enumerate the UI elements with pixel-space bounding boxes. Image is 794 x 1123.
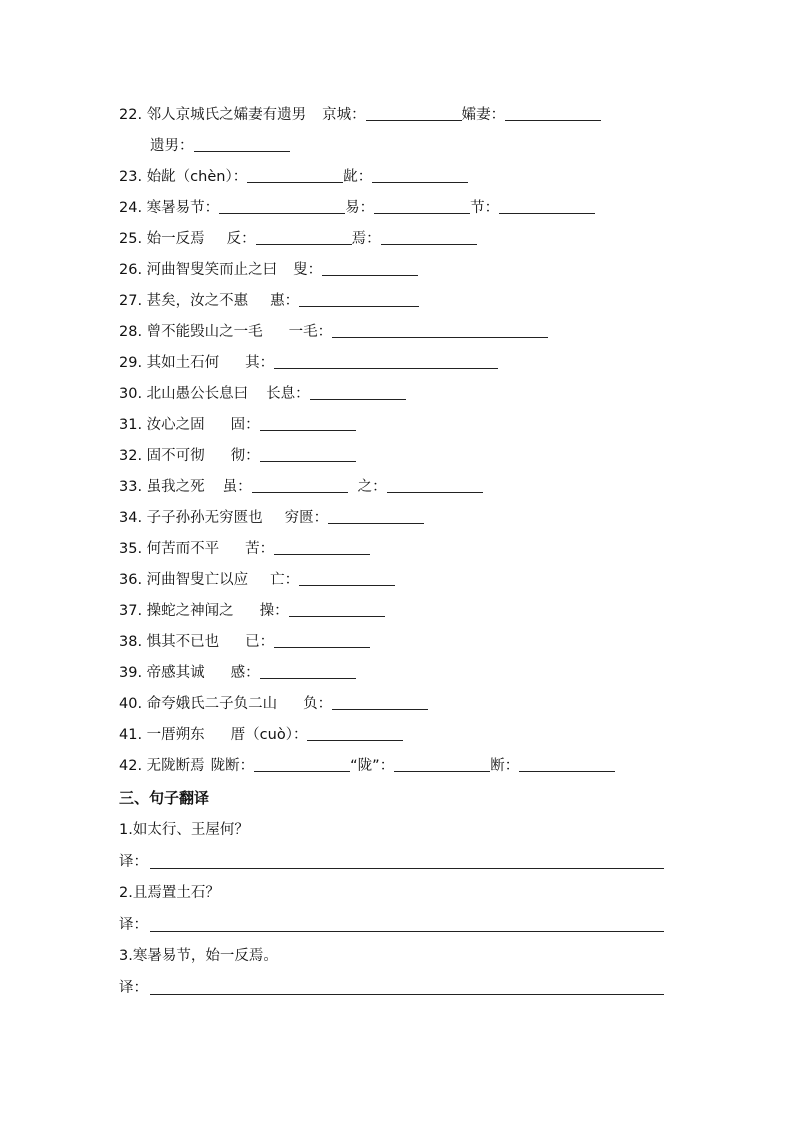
question-29 (119, 346, 498, 372)
answer-blank[interactable] (499, 212, 595, 214)
translation-label: 译： (119, 917, 148, 933)
term-label: 惠： (270, 293, 300, 309)
question-prompt: 28. 曾不能毁山之一毛 (119, 324, 263, 340)
sentence-2 (119, 876, 220, 902)
term-label: 固： (230, 417, 260, 433)
question-prompt: 42. 无陇断焉 (119, 758, 205, 774)
term-label: 京城： (322, 107, 366, 123)
question-prompt: 30. 北山愚公长息曰 (119, 386, 249, 402)
question-41 (119, 718, 403, 744)
term-label: 孀妻： (461, 107, 506, 123)
translation-label: 译： (119, 980, 148, 996)
question-prompt: 23. 始龀（chèn）： (119, 169, 248, 185)
answer-blank[interactable] (274, 646, 370, 648)
answer-blank[interactable] (332, 336, 548, 338)
question-prompt: 39. 帝感其诚 (119, 665, 205, 681)
answer-blank[interactable] (274, 367, 498, 369)
question-prompt: 41. 一厝朔东 (119, 727, 205, 743)
question-22 (119, 98, 601, 124)
answer-blank[interactable] (366, 119, 462, 121)
question-28 (119, 315, 548, 341)
answer-blank[interactable] (194, 150, 290, 152)
question-38 (119, 625, 370, 651)
term-label: 反： (226, 231, 256, 247)
term-label: 彻： (230, 448, 260, 464)
answer-blank[interactable] (247, 181, 343, 183)
answer-blank[interactable] (289, 615, 385, 617)
question-prompt: 31. 汝心之固 (119, 417, 205, 433)
question-42 (119, 749, 615, 775)
translation-blank[interactable] (150, 868, 664, 869)
translation-blank[interactable] (150, 931, 664, 932)
answer-blank[interactable] (307, 739, 403, 741)
question-prompt: 25. 始一反焉 (119, 231, 205, 247)
term-label: 叟： (293, 262, 323, 278)
term-label: 长息： (266, 386, 310, 402)
question-33 (119, 470, 483, 496)
question-prompt: 24. 寒暑易节： (119, 200, 220, 216)
answer-blank[interactable] (274, 553, 370, 555)
answer-blank[interactable] (322, 274, 418, 276)
question-prompt: 22. 邻人京城氏之孀妻有遗男 (119, 107, 307, 123)
question-prompt: 27. 甚矣，汝之不惠 (119, 293, 249, 309)
question-39 (119, 656, 356, 682)
sentence-text: 2.且焉置土石？ (119, 885, 220, 901)
section-heading (119, 781, 209, 807)
term-label: 龀： (343, 169, 373, 185)
question-prompt: 38. 惧其不已也 (119, 634, 220, 650)
term-label: 厝（cuò）： (230, 727, 308, 743)
term-label: 其： (245, 355, 275, 371)
answer-blank[interactable] (260, 460, 356, 462)
answer-blank[interactable] (519, 770, 615, 772)
term-label: 苦： (245, 541, 275, 557)
term-label: 陇断： (210, 758, 255, 774)
question-25 (119, 222, 477, 248)
sentence-text: 1.如太行、王屋何？ (119, 822, 249, 838)
question-32 (119, 439, 356, 465)
answer-blank[interactable] (260, 677, 356, 679)
question-prompt: 34. 子子孙孙无穷匮也 (119, 510, 263, 526)
question-prompt: 35. 何苦而不平 (119, 541, 220, 557)
question-34 (119, 501, 424, 527)
sentence-3 (119, 939, 278, 965)
answer-blank[interactable] (387, 491, 483, 493)
translation-blank[interactable] (150, 994, 664, 995)
term-label: 节： (470, 200, 500, 216)
section-title: 三、句子翻译 (119, 789, 210, 807)
term-label: 亡： (270, 572, 300, 588)
question-24 (119, 191, 595, 217)
term-label: 易： (345, 200, 375, 216)
question-30 (119, 377, 406, 403)
question-prompt: 36. 河曲智叟亡以应 (119, 572, 249, 588)
answer-blank[interactable] (374, 212, 470, 214)
term-label: 操： (259, 603, 289, 619)
term-label: “陇”： (350, 758, 395, 774)
answer-blank[interactable] (381, 243, 477, 245)
question-prompt: 29. 其如土石何 (119, 355, 220, 371)
term-label: 已： (245, 634, 275, 650)
answer-blank[interactable] (299, 305, 419, 307)
question-prompt: 40. 命夸娥氏二子负二山 (119, 696, 278, 712)
term-label: 穷匮： (284, 510, 329, 526)
answer-blank[interactable] (256, 243, 352, 245)
answer-blank[interactable] (505, 119, 601, 121)
question-23 (119, 160, 468, 186)
question-35 (119, 532, 370, 558)
question-prompt: 37. 操蛇之神闻之 (119, 603, 234, 619)
term-label: 断： (490, 758, 520, 774)
answer-blank[interactable] (328, 522, 424, 524)
question-31 (119, 408, 356, 434)
term-label: 一毛： (288, 324, 333, 340)
question-27 (119, 284, 419, 310)
answer-blank[interactable] (332, 708, 428, 710)
question-36 (119, 563, 395, 589)
term-label: 之： (357, 479, 387, 495)
answer-blank[interactable] (299, 584, 395, 586)
question-prompt: 33. 虽我之死 (119, 479, 205, 495)
answer-blank[interactable] (310, 398, 406, 400)
sentence-1 (119, 813, 249, 839)
question-37 (119, 594, 385, 620)
sentence-text: 3.寒暑易节，始一反焉。 (119, 948, 278, 964)
term-label: 焉： (351, 231, 381, 247)
translation-label: 译： (119, 854, 148, 870)
answer-blank[interactable] (254, 770, 350, 772)
term-label: 虽： (222, 479, 252, 495)
question-22-cont (150, 129, 290, 155)
answer-blank[interactable] (394, 770, 490, 772)
answer-blank[interactable] (219, 212, 345, 214)
answer-blank[interactable] (252, 491, 348, 493)
question-prompt: 26. 河曲智叟笑而止之曰 (119, 262, 278, 278)
answer-blank[interactable] (372, 181, 468, 183)
term-label: 遗男： (150, 138, 194, 154)
answer-blank[interactable] (260, 429, 356, 431)
question-prompt: 32. 固不可彻 (119, 448, 205, 464)
question-40 (119, 687, 428, 713)
term-label: 负： (303, 696, 333, 712)
question-26 (119, 253, 418, 279)
term-label: 感： (230, 665, 260, 681)
